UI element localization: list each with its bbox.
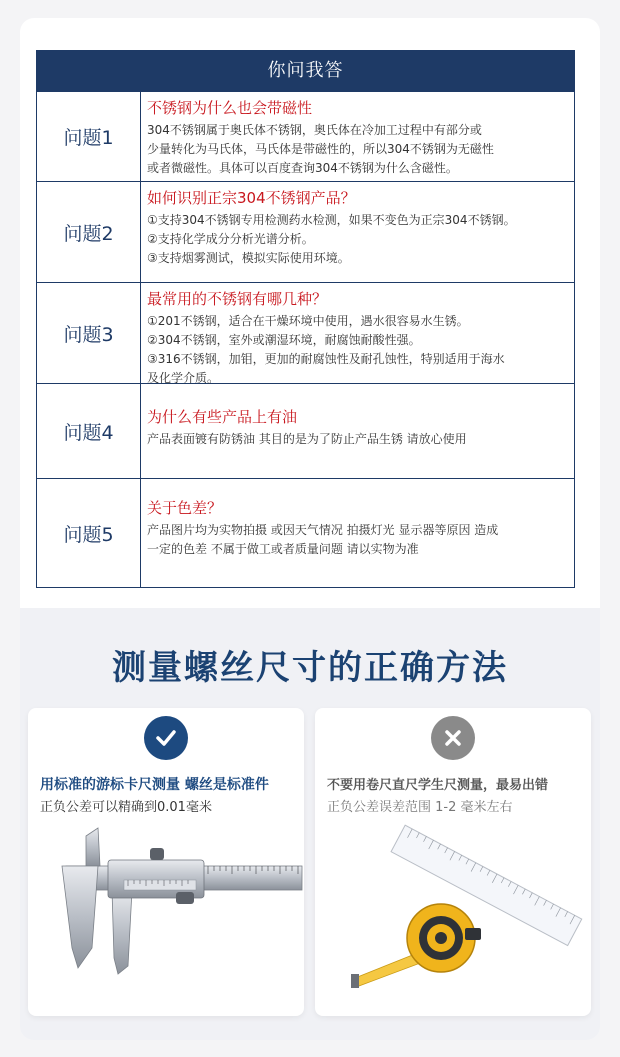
cross-icon [431,716,475,760]
correct-method-card [28,708,304,1016]
answer-line: 产品表面镀有防锈油 其目的是为了防止产品生锈 请放心使用 [147,432,467,446]
tape-measure-ruler-illustration [315,818,591,1008]
faq-row [37,282,574,383]
answer-line: ①支持304不锈钢专用检测药水检测，如果不变色为正宗304不锈钢。 [147,213,516,227]
answer-title: 关于色差？ [147,499,223,517]
question-label: 问题5 [37,479,141,587]
method-subtitle: 正负公差可以精确到0.01毫米 [40,800,212,815]
vernier-caliper-illustration [28,818,304,1008]
answer-line: 304不锈钢属于奥氏体不锈钢，奥氏体在冷加工过程中有部分或 [147,123,482,137]
answer-title: 不锈钢为什么也会带磁性 [147,99,313,117]
answer-title: 最常用的不锈钢有哪几种？ [147,290,328,308]
question-label: 问题2 [37,182,141,282]
answer-line: ①201不锈钢，适合在干燥环境中使用，遇水很容易水生锈。 [147,314,469,328]
faq-row [37,383,574,478]
method-title: 不要用卷尺直尺学生尺测量，最易出错 [327,778,549,793]
faq-header: 你问我答 [37,51,574,91]
answer-cell [141,479,574,587]
question-label: 问题3 [37,283,141,383]
answer-title: 如何识别正宗304不锈钢产品？ [147,189,356,207]
answer-line: ②支持化学成分分析光谱分析。 [147,232,314,246]
answer-line: 或者微磁性。具体可以百度查询304不锈钢为什么含磁性。 [147,161,458,175]
answer-line: 产品图片均为实物拍摄 或因天气情况 拍摄灯光 显示器等原因 造成 [147,523,499,537]
question-label: 问题1 [37,92,141,181]
answer-line: ②304不锈钢，室外或潮湿环境，耐腐蚀耐酸性强。 [147,333,421,347]
answer-cell [141,384,574,478]
answer-line: 少量转化为马氏体，马氏体是带磁性的，所以304不锈钢为无磁性 [147,142,494,156]
faq-table [36,50,575,588]
answer-line: ③316不锈钢，加钼，更加的耐腐蚀性及耐孔蚀性，特别适用于海水 [147,352,505,366]
answer-cell [141,283,574,383]
answer-cell [141,182,574,282]
answer-line: 及化学介质。 [147,371,220,385]
section-title: 测量螺丝尺寸的正确方法 [112,648,508,688]
method-subtitle: 正负公差误差范围 1-2 毫米左右 [327,800,513,815]
faq-row [37,478,574,587]
answer-line: 一定的色差 不属于做工或者质量问题 请以实物为准 [147,542,419,556]
method-title: 用标准的游标卡尺测量 螺丝是标准件 [40,777,269,793]
wrong-method-card [315,708,591,1016]
faq-row [37,91,574,181]
answer-line: ③支持烟雾测试，模拟实际使用环境。 [147,251,350,265]
faq-row [37,181,574,282]
checkmark-icon [144,716,188,760]
answer-title: 为什么有些产品上有油 [147,408,298,426]
question-label: 问题4 [37,384,141,478]
answer-cell [141,92,574,181]
